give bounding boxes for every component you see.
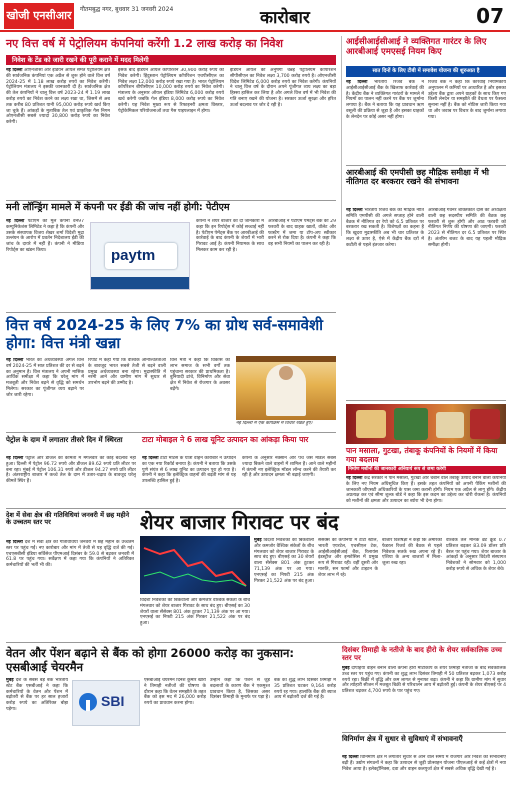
infra-dateline: नई दिल्ली bbox=[342, 755, 359, 760]
pan-kicker: निर्माण मशीनों की जानकारी अनिवार्य रूप से जमा करेगी bbox=[346, 466, 506, 474]
rbi-dateline: नई दिल्ली bbox=[346, 208, 363, 213]
deposit-dateline: मुंबई bbox=[342, 666, 350, 671]
paytm-col-3: आरबीआई ने पेटीएम पेमेंट्स बैंक को 29 फरवरी के बाद ग्राहक खातों, वॉलेट और फास्टैग में जमा या टॉप-अप स्वीकार करने से रोक दिया है। कंपनी ने कहा कि वह सभी नियमों का पालन कर रही है। bbox=[268, 219, 336, 248]
growth-photo-caption: नई दिल्ली में एक कार्यक्रम में विचार रखते हुए। bbox=[236, 421, 313, 426]
deposit-headline: दिसंबर तिमाही के नतीजे के बाद हीरो के शेयर सर्वकालिक उच्च स्तर पर bbox=[342, 646, 502, 663]
shares-dateline: मुंबई bbox=[254, 538, 262, 543]
rbi-headline-main: आरबीआई की एमपीसी छह मौद्रिक समीक्षा में भी नीतिगत दर बरकरार रखने की संभावना bbox=[346, 168, 489, 187]
idbi-dateline: नई दिल्ली bbox=[346, 80, 368, 85]
section-rule bbox=[6, 642, 506, 643]
page-number: 07 bbox=[476, 4, 504, 28]
petrol-box-dateline: नई दिल्ली bbox=[6, 456, 24, 461]
petroleum-headline: नए वित्त वर्ष में पेट्रोलियम कंपनियां करेंगी 1.2 लाख करोड़ का निवेश bbox=[6, 37, 284, 50]
section-rule bbox=[6, 508, 506, 509]
shares-col-1: मुंबई विदेशी निवेशकों की बिकवाली और कमजोर वैश्विक संकेतों के बीच मंगलवार को शेयर बाजार गिरावट के साथ बंद हुए। बीएसई का 30 शेयरों वाला सेंसेक्स 801 अंक टूटकर 71,139 अंक पर आ गया। एनएसई का निफ्टी 215 अंक गिरकर 21,522 अंक पर बंद हुआ। bbox=[254, 538, 314, 584]
section-rule bbox=[342, 732, 506, 733]
tata-headline-main: टाटा मोबाइल ने 6 लाख यूनिट उत्पादन का आंकड़ा किया पार bbox=[142, 435, 309, 444]
rbi-col-2: आरबीआई गवर्नर शक्तिकांत दास की अध्यक्षता वाली छह सदस्यीय समिति की बैठक छह फरवरी से शुरू होगी और आठ फरवरी को नीतिगत निर्णय की घोषणा की जाएगी। फरवरी 2023 से नीतिगत दर 6.5 प्रतिशत पर स्थिर है। अंतरिम बजट के बाद यह पहली मौद्रिक समीक्षा होगी। bbox=[428, 208, 506, 248]
petroleum-col-2: इसके बाद इंडियन ऑयल कॉर्पोरेशन 30,900 करोड़ रुपये का निवेश करेगी। हिंदुस्तान पेट्रोलियम कॉर्पोरेशन एचपीसीएल का निवेश लक्ष्य 12,000 करोड़ रुपये रखा गया है। भारत पेट्रोलियम कॉर्पोरेशन बीपीसीएल 10,000 करोड़ रुपये का निवेश करेगी। मंत्रालय के अनुसार ऑयल इंडिया लिमिटेड 6,000 करोड़ रुपये खर्च करेगी जबकि गेल इंडिया 8,000 करोड़ रुपये का निवेश करेगी। यह निवेश मुख्य रूप से रिफाइनरी क्षमता विस्तार, पेट्रोकेमिकल परियोजनाओं तथा गैस पाइपलाइन में होगा। bbox=[118, 68, 224, 114]
salary-col-4: बैंक का शुद्ध लाभ दिसंबर तिमाही में 35 प्रतिशत घटकर 9,164 करोड़ रुपये रह गया। हालांकि बैंक की ब्याज आय में बढ़ोतरी दर्ज की गई है। bbox=[274, 678, 336, 701]
edition-dateline: गौतमबुद्ध नगर, बुधवार 31 जनवरी 2024 bbox=[80, 6, 174, 13]
masthead bbox=[0, 0, 510, 32]
tata-dateline: नई दिल्ली bbox=[142, 456, 159, 461]
pan-col-1: नई दिल्ली केंद्र सरकार ने पान मसाला, गुटखा और चबाने वाले तंबाकू उत्पाद बनाने वाली कंपनियों के लिए नए नियम अधिसूचित किए हैं। इसके तहत कंपनियों को अपनी पैकिंग मशीनों की जानकारी जीएसटी अधिकारियों के पास जमा करानी होगी। नियम एक अप्रैल से लागू होंगे। केंद्रीय अप्रत्यक्ष कर एवं सीमा शुल्क बोर्ड ने कहा कि इस कदम का उद्देश्य कर चोरी रोकना है। कंपनियों को मशीनों की क्षमता और उत्पादन का ब्योरा भी देना होगा। bbox=[346, 476, 506, 505]
petroleum-dateline: नई दिल्ली bbox=[6, 68, 23, 73]
sbi-logo-image bbox=[72, 680, 140, 726]
fiscal-body: नई दिल्ली देश में सेवा क्षेत्र की गतिविधियां जनवरी में छह महीने के उच्चतम स्तर पर पहुंच गईं। नए कारोबार और मांग में तेजी से यह वृद्धि दर्ज की गई। एचएसबीसी इंडिया सर्विसेज पीएमआई दिसंबर के 59.0 से बढ़कर जनवरी में 61.8 पर पहुंच गया। सर्वेक्षण में कहा गया कि कंपनियों ने अतिरिक्त कर्मचारियों की भर्ती भी की। bbox=[6, 540, 134, 569]
paytm-logo-text: paytm bbox=[111, 247, 156, 264]
shares-col-3: बाजार विशेषज्ञों ने कहा कि अमेरिकी फेडरल रिजर्व की बैठक से पहले निवेशक सतर्क रुख अपना रहे हैं। एशिया के अन्य बाजारों में मिला-जुला रुख रहा। bbox=[382, 538, 442, 567]
tobacco-photo bbox=[346, 404, 506, 444]
idbi-col-1: नई दिल्ली भारतीय रिजर्व बैंक ने आईसीआईसीआई बैंक के खिलाफ कार्रवाई की है। केंद्रीय बैंक ने व्यक्तिगत गारंटरों के मामले में नियमों का पालन नहीं करने पर बैंक पर जुर्माना लगाया है। बैंक ने बताया कि यह प्रावधान ऋण वसूली की प्रक्रिया से जुड़ा है और इसका ग्राहकों के लेनदेन पर कोई असर नहीं होगा। bbox=[346, 80, 424, 120]
idbi-col-2: रिजर्व बैंक ने कहा कि कार्रवाई नियामकीय अनुपालन में कमियों पर आधारित है और इसका उद्देश्य बैंक द्वारा अपने ग्राहकों के साथ किए गए किसी लेनदेन या समझौते की वैधता पर फैसला सुनाना नहीं है। बैंक को नोटिस जारी किया गया था और जवाब पर विचार के बाद जुर्माना लगाया गया। bbox=[428, 80, 506, 120]
pan-dateline: नई दिल्ली bbox=[346, 476, 363, 481]
salary-col-1: मुंबई देश के सबसे बड़े बैंक भारतीय स्टेट बैंक एसबीआई ने कहा कि कर्मचारियों के वेतन और पेंशन में बढ़ोतरी से बैंक पर हर साल हजारों करोड़ रुपये का अतिरिक्त बोझ पड़ेगा। bbox=[6, 678, 68, 712]
shares-col-2: सेंसेक्स की कंपनियों में टाटा स्टील, भारती एयरटेल, एचसीएल टेक, आईसीआईसीआई बैंक, रिलायंस इंडस्ट्रीज और इन्फोसिस में प्रमुख रूप से गिरावट रही। वहीं दूसरी ओर मारुति, सन फार्मा और टाइटन के शेयर लाभ में रहे। bbox=[318, 538, 378, 578]
section-rule bbox=[346, 400, 506, 401]
growth-photo bbox=[236, 356, 336, 420]
tata-col-2: कंपनी के अनुसार नेक्सॉन और पंच जैसे मॉडल सबसे ज्यादा बिकने वाले वाहनों में शामिल हैं। आने वाले महीनों में कंपनी नए इलेक्ट्रिक मॉडल लॉन्च करने की तैयारी कर रही है और उत्पादन क्षमता भी बढ़ाई जाएगी। bbox=[242, 456, 336, 479]
rbi-col-1: नई दिल्ली भारतीय रिजर्व बैंक की मौद्रिक नीति समिति एमपीसी की अगले सप्ताह होने वाली बैठक में नीतिगत दर रेपो को 6.5 प्रतिशत पर बरकरार रख सकती है। विशेषज्ञों का कहना है कि खुदरा मुद्रास्फीति अब भी चार प्रतिशत के लक्ष्य से ऊपर है, ऐसे में केंद्रीय बैंक दरों में कटौती से पहले इंतजार करेगा। bbox=[346, 208, 424, 248]
paytm-col-2: कंपनी ने शेयर बाजार को दी जानकारी में कहा कि इन रिपोर्ट्स में कोई सच्चाई नहीं है। पेटीएम पेमेंट्स बैंक पर आरबीआई की कार्रवाई के बाद कंपनी के शेयरों में भारी गिरावट आई है। कंपनी नियामक के साथ मिलकर काम कर रही है। bbox=[196, 219, 264, 253]
tata-col-1: नई दिल्ली टाटा मोटर्स के यात्री वाहन कारोबार ने उत्पादन का एक नया रिकॉर्ड बनाया है। कंपनी ने बताया कि उसके पुणे संयंत्र से 6 लाख यूनिट का उत्पादन पूरा हो गया है। कंपनी ने कहा कि इलेक्ट्रिक वाहनों की बढ़ती मांग से यह उपलब्धि हासिल हुई है। bbox=[142, 456, 236, 485]
section-rule bbox=[346, 165, 506, 166]
growth-headline: वित्त वर्ष 2024-25 के लिए 7% का ग्रोथ सर्व-समावेशी होगा: वित्त मंत्री खन्ना bbox=[6, 316, 324, 352]
infra-body: नई दिल्ली विनिर्माण क्षेत्र में लगातार सुधार से आने वाले समय में रोजगार और निवेश की संभावनाएं बढ़ी हैं। उद्योग संगठनों ने कहा कि उत्पादन से जुड़ी प्रोत्साहन योजना पीएलआई से कई क्षेत्रों में नया निवेश आया है। इलेक्ट्रॉनिक्स, दवा और वाहन कलपुर्जा क्षेत्र में सबसे अधिक वृद्धि देखी गई है। bbox=[342, 755, 506, 772]
petroleum-kicker: निवेश के टेंड को जारी रखने की पूरी कराने में मदद मिलेगी bbox=[6, 55, 336, 65]
growth-col-3: वित्त मंत्री ने कहा कि विकास का लाभ समाज के सभी वर्गों तक पहुंचाना सरकार की प्राथमिकता है। बुनियादी ढांचे, विनिर्माण और सेवा क्षेत्र में निवेश से रोजगार के अवसर बढ़ेंगे। bbox=[170, 358, 230, 392]
salary-dateline: मुंबई bbox=[6, 678, 14, 683]
idbi-headline: आईसीआईसीआई ने व्यक्तिगत गारंटर के लिए आरबीआई एमएसई नियम किए bbox=[346, 37, 487, 57]
section-title: कारोबार bbox=[260, 8, 310, 28]
paytm-col-1: नई दिल्ली पेटीएम की मूल कंपनी वन97 कम्युनिकेशंस लिमिटेड ने कहा है कि कंपनी और उसके संस्थापक विजय शेखर शर्मा विदेशी मुद्रा उल्लंघन के आरोप में प्रवर्तन निदेशालय ईडी की जांच के दायरे में नहीं हैं। कंपनी ने मीडिया रिपोर्ट्स का खंडन किया। bbox=[6, 219, 84, 253]
salary-col-2: एसबीआई चेयरमैन दिनेश कुमार खारा ने तिमाही नतीजों की घोषणा के दौरान कहा कि वेतन समझौते के तहत बैंक को इस मद में 26,000 करोड़ रुपये का प्रावधान करना होगा। bbox=[144, 678, 206, 707]
section-rule bbox=[6, 432, 336, 433]
column-divider bbox=[341, 36, 342, 236]
salary-col-3: उन्होंने कहा कि पेंशन से जुड़े बदलावों के कारण बैंक ने एकमुश्त प्रावधान किया है, जिसका असर दिसंबर तिमाही के मुनाफे पर पड़ा है। bbox=[210, 678, 270, 701]
growth-col-1: नई दिल्ली भारत की अर्थव्यवस्था अगले वित्त वर्ष 2024-25 में सात प्रतिशत की दर से बढ़ने का अनुमान है। वित्त मंत्रालय ने अपनी मासिक आर्थिक समीक्षा में कहा कि घरेलू मांग में मजबूती और निवेश बढ़ने से वृद्धि को समर्थन मिलेगा। सरकार का पूंजीगत व्यय बढ़ाने पर जोर जारी रहेगा। bbox=[6, 358, 84, 398]
stock-chart-graphic bbox=[140, 536, 250, 594]
infra-headline: विनिर्माण क्षेत्र में सुधार से सुविधाएं में संभावनाएँ bbox=[342, 735, 463, 743]
growth-col-2: रिपोर्ट में कहा गया कि वैश्विक अनिश्चितताओं के बावजूद भारत सबसे तेजी से बढ़ने वाली प्रमुख अर्थव्यवस्था बना रहेगा। मुद्रास्फीति में नरमी आने और ग्रामीण मांग में सुधार से उपभोग बढ़ने की उम्मीद है। bbox=[88, 358, 166, 387]
paytm-dateline: नई दिल्ली bbox=[6, 219, 25, 224]
paytm-headline: मनी लॉन्ड्रिंग मामले में कंपनी पर ईडी की जांच नहीं होगी: पेटीएम bbox=[6, 202, 230, 213]
section-rule bbox=[6, 312, 336, 313]
section-rule bbox=[6, 200, 336, 201]
petroleum-col-3: इंडियन ऑयल की अनुषंगी चेन्नई पेट्रोलियम कॉर्पोरेशन सीपीसीएल का निवेश लक्ष्य 3,700 करोड़ रुपये है। ओएनजीसी विदेश लिमिटेड 6,000 करोड़ रुपये का निवेश करेगी। कंपनियों ने चालू वित्त वर्ष के दौरान अपने पूंजीगत व्यय लक्ष्य का बड़ा हिस्सा हासिल कर लिया है और अगले वित्त वर्ष में भी निवेश की गति बनाए रखने की योजना है। सरकार ऊर्जा सुरक्षा और हरित ऊर्जा बदलाव पर जोर दे रही है। bbox=[230, 68, 336, 108]
pan-headline: पान मसाला, गुटखा, तंबाकू कंपनियों के नियमों में किया गया बदलाव bbox=[346, 446, 498, 464]
fiscal-dateline: नई दिल्ली bbox=[6, 540, 23, 545]
idbi-subhead: सात दिनों के लिए टीबी में समावेश योजना की शुरुआत है bbox=[346, 66, 506, 77]
paytm-logo-image bbox=[90, 222, 190, 290]
deposit-body: मुंबई दोपहिया वाहन बनाने वाली कंपनी हीरो मोटोकॉर्प के शेयर तिमाही नतीजों के बाद सर्वकालिक उच्च स्तर पर पहुंच गए। कंपनी का शुद्ध लाभ दिसंबर तिमाही में 50 प्रतिशत बढ़कर 1,073 करोड़ रुपये रहा। बिक्री में वृद्धि और कम लागत से मुनाफा बढ़ा। कंपनी ने कहा कि ग्रामीण मांग में सुधार और त्योहारी सीजन में मजबूत बिक्री से परिचालन आय में बढ़ोतरी हुई। कंपनी के शेयर बीएसई पर 4 प्रतिशत चढ़कर 4,700 रुपये के पार पहुंच गए। bbox=[342, 666, 506, 695]
shares-photo bbox=[140, 536, 250, 594]
shares-col-4: वैश्विक तेल मानक ब्रेंट क्रूड 0.7 प्रतिशत बढ़कर 83.09 डॉलर प्रति बैरल पर पहुंच गया। शेयर बाजार के आंकड़ों के अनुसार विदेशी संस्थागत निवेशकों ने सोमवार को 1,000 करोड़ रुपये से अधिक के शेयर बेचे। bbox=[446, 538, 506, 572]
salary-headline: वेतन और पेंशन बढ़ाने से बैंक को होगा 26000 करोड़ का नुकसान: एसबीआई चेयरमैन bbox=[6, 646, 294, 674]
sbi-logo-text: SBI bbox=[101, 693, 125, 709]
shares-col-lead: विदेशी निवेशकों की बिकवाली और कमजोर वैश्विक संकेतों के बीच मंगलवार को शेयर बाजार गिरावट के साथ बंद हुए। बीएसई का 30 शेयरों वाला सेंसेक्स 801 अंक टूटकर 71,139 अंक पर आ गया। एनएसई का निफ्टी 215 अंक गिरकर 21,522 अंक पर बंद हुआ। bbox=[140, 598, 250, 627]
petrol-box-body: नई दिल्ली पेट्रोल और डीजल की कीमतों में मंगलवार को कोई बदलाव नहीं हुआ। दिल्ली में पेट्रोल 96.72 रुपये और डीजल 89.62 रुपये प्रति लीटर पर बना रहा। मुंबई में पेट्रोल 106.31 रुपये और डीजल 94.27 रुपये प्रति लीटर है। अंतरराष्ट्रीय बाजार में कच्चे तेल के दाम में उतार-चढ़ाव के बावजूद घरेलू कीमतें स्थिर हैं। bbox=[6, 456, 136, 485]
fiscal-headline: देश में सेवा क्षेत्र की गतिविधियां जनवरी में छह महीने के उच्चतम स्तर पर bbox=[6, 511, 130, 527]
petrol-box-headline: पेट्रोल के दाम में लगातार तीसरे दिन में स्थिरता bbox=[6, 436, 123, 444]
shares-headline: शेयर बाजार गिरावट पर बंद bbox=[140, 510, 339, 534]
growth-dateline: नई दिल्ली bbox=[6, 358, 24, 363]
brand-logo: खोजी एनसीआर bbox=[4, 3, 74, 29]
petroleum-col-1: नई दिल्ली ओएनजीसी और इंडियन ऑयल समेत पेट्रोलियम क्षेत्र की सार्वजनिक कंपनियां एक अप्रैल से शुरू होने वाले वित्त वर्ष 2024-25 में 1.18 लाख करोड़ रुपये का निवेश करेंगी। पेट्रोलियम मंत्रालय ने इसकी जानकारी दी है। सार्वजनिक क्षेत्र की तेल कंपनियों ने चालू वित्त वर्ष 2023-24 में 1.19 लाख करोड़ रुपये का निवेश करने का लक्ष्य रखा था, जिसमें से अब तक करीब 80 प्रतिशत यानी 95,000 करोड़ रुपये खर्च किए जा चुके हैं। आंकड़ों के मुताबिक तेल एवं प्राकृतिक गैस निगम ओएनजीसी सबसे ज्यादा 30,800 करोड़ रुपये का निवेश करेगी। bbox=[6, 68, 110, 126]
